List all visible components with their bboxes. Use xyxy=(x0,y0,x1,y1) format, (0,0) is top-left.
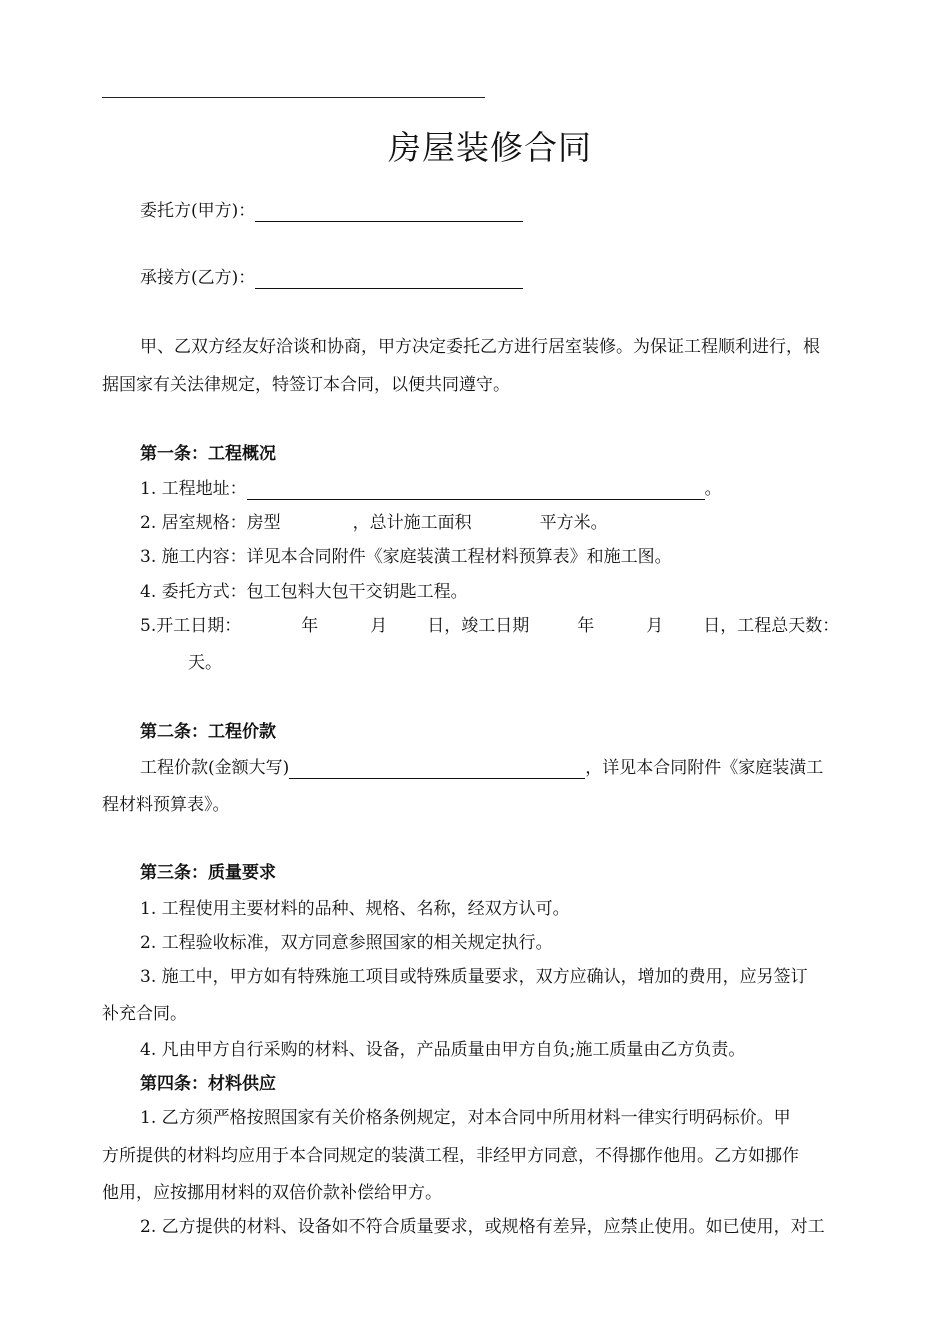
party-b-line xyxy=(140,267,523,289)
party-b-label: 承接方(乙方)： xyxy=(140,268,256,288)
price-note: ，详见本合同附件《家庭装潢工 xyxy=(585,758,824,778)
article-1-item-4: 4. 委托方式：包工包料大包干交钥匙工程。 xyxy=(140,582,468,602)
intro-line-1: 甲、乙双方经友好洽谈和协商，甲方决定委托乙方进行居室装修。为保证工程顺利进行，根 xyxy=(140,337,820,357)
start-date-label: 5.开工日期： xyxy=(140,616,242,636)
article-2-line-2: 程材料预算表》。 xyxy=(102,795,230,815)
article-4-item-1-line-2: 方所提供的材料均应用于本合同规定的装潢工程，非经甲方同意，不得挪作他用。乙方如挪作 xyxy=(102,1146,799,1166)
article-3-heading: 第三条：质量要求 xyxy=(140,863,276,883)
party-a-line xyxy=(140,200,523,222)
article-1-item-1 xyxy=(140,478,722,500)
area-label: ，总计施工面积 xyxy=(352,513,472,533)
end-month: 月 xyxy=(646,616,664,636)
article-3-item-1: 1. 工程使用主要材料的品种、规格、名称，经双方认可。 xyxy=(140,899,570,919)
end-date-label: 日，竣工日期 xyxy=(427,616,530,636)
article-4-heading: 第四条：材料供应 xyxy=(140,1074,276,1094)
article-1-item-2 xyxy=(140,512,608,534)
address-blank[interactable] xyxy=(247,481,705,500)
start-year: 年 xyxy=(301,616,319,636)
total-days-label: 日，工程总天数： xyxy=(703,616,840,636)
end-year: 年 xyxy=(577,616,595,636)
article-3-item-2: 2. 工程验收标准，双方同意参照国家的相关规定执行。 xyxy=(140,933,553,953)
article-3-item-4: 4. 凡由甲方自行采购的材料、设备，产品质量由甲方自负;施工质量由乙方负责。 xyxy=(140,1040,746,1060)
price-label: 工程价款(金额大写) xyxy=(140,758,290,778)
article-2-line-1 xyxy=(140,757,823,779)
article-1-item-5 xyxy=(140,615,839,637)
article-4-item-1-line-1: 1. 乙方须严格按照国家有关价格条例规定，对本合同中所用材料一律实行明码标价。甲 xyxy=(140,1108,791,1128)
start-month: 月 xyxy=(370,616,388,636)
party-a-label: 委托方(甲方)： xyxy=(140,201,256,221)
article-4-item-1-line-3: 他用，应按挪用材料的双倍价款补偿给甲方。 xyxy=(102,1183,442,1203)
top-rule xyxy=(102,97,485,98)
party-a-blank[interactable] xyxy=(255,203,523,222)
room-type-label: 2. 居室规格：房型 xyxy=(140,513,281,533)
article-1-heading: 第一条：工程概况 xyxy=(140,444,276,464)
article-1-item-3: 3. 施工内容：详见本合同附件《家庭装潢工程材料预算表》和施工图。 xyxy=(140,547,672,567)
party-b-blank[interactable] xyxy=(255,270,523,289)
price-blank[interactable] xyxy=(289,760,585,779)
document-title: 房屋装修合同 xyxy=(388,128,592,167)
total-days-unit: 天。 xyxy=(188,653,222,673)
address-label: 1. 工程地址： xyxy=(140,479,247,499)
article-4-item-2-line-1: 2. 乙方提供的材料、设备如不符合质量要求，或规格有差异，应禁止使用。如已使用，对工 xyxy=(140,1217,825,1237)
article-3-item-3-line-1: 3. 施工中，甲方如有特殊施工项目或特殊质量要求，双方应确认，增加的费用，应另签订 xyxy=(140,967,808,987)
article-3-item-3-line-2: 补充合同。 xyxy=(102,1004,187,1024)
address-end: 。 xyxy=(704,479,722,499)
intro-line-2: 据国家有关法律规定，特签订本合同，以便共同遵守。 xyxy=(102,375,510,395)
area-unit: 平方米。 xyxy=(539,513,608,533)
article-2-heading: 第二条：工程价款 xyxy=(140,722,276,742)
